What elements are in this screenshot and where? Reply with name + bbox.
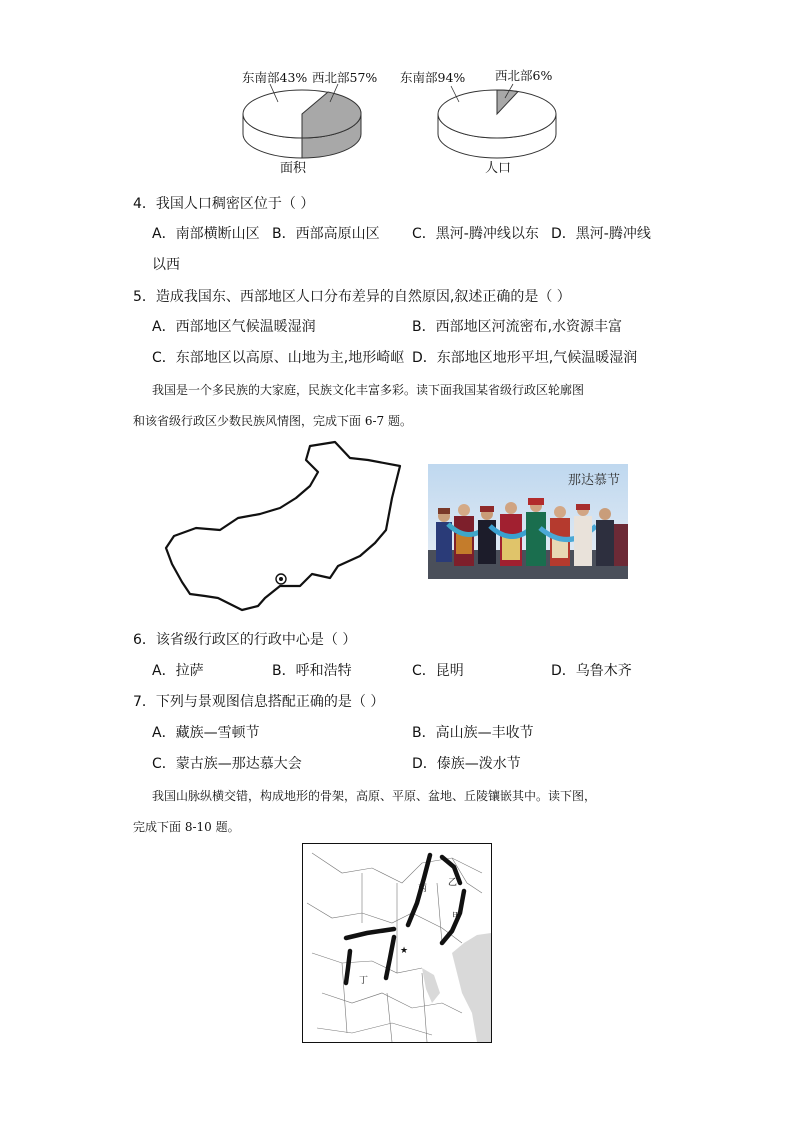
intro1-line2: 和该省级行政区少数民族风情图，完成下面 6-7 题。 bbox=[133, 414, 412, 428]
beijing-star-icon: ★ bbox=[400, 946, 409, 956]
q7-stem: 7．下列与景观图信息搭配正确的是（ ） bbox=[133, 694, 385, 710]
intro2-line1: 我国山脉纵横交错，构成地形的骨架，高原、平原、盆地、丘陵镶嵌其中。读下图， bbox=[152, 789, 597, 803]
q6-option-d: D．乌鲁木齐 bbox=[551, 663, 632, 679]
q5-option-b: B．西部地区河流密布,水资源丰富 bbox=[412, 319, 623, 335]
q4-option-d-wrap: 以西 bbox=[152, 257, 180, 273]
q7-option-c: C．蒙古族—那达慕大会 bbox=[152, 756, 302, 772]
photo-caption: 那达慕节 bbox=[567, 473, 620, 488]
q4-option-d: D．黑河-腾冲线 bbox=[551, 226, 651, 242]
province-outline-map bbox=[160, 438, 410, 618]
q4-option-b: B．西部高原山区 bbox=[272, 226, 380, 242]
pie2-caption: 人口 bbox=[485, 161, 512, 176]
mountain-ranges-map bbox=[302, 843, 492, 1043]
q5-option-d: D．东部地区地形平坦,气候温暖湿润 bbox=[412, 350, 638, 366]
naadam-festival-photo bbox=[428, 464, 628, 579]
intro2-line2: 完成下面 8-10 题。 bbox=[133, 820, 240, 834]
q4-option-a: A．南部横断山区 bbox=[152, 226, 260, 242]
q5-stem: 5．造成我国东、西部地区人口分布差异的自然原因,叙述正确的是（ ） bbox=[133, 289, 571, 305]
intro1-line1: 我国是一个多民族的大家庭，民族文化丰富多彩。读下面我国某省级行政区轮廓图 bbox=[152, 383, 585, 397]
q7-option-a: A．藏族—雪顿节 bbox=[152, 725, 260, 741]
pie1-label-southeast: 东南部43% bbox=[242, 70, 308, 85]
q4-stem: 4．我国人口稠密区位于（ ） bbox=[133, 196, 315, 212]
map-label-ding: 丁 bbox=[359, 976, 369, 986]
q5-option-c: C．东部地区以高原、山地为主,地形崎岖 bbox=[152, 350, 405, 366]
q6-stem: 6．该省级行政区的行政中心是（ ） bbox=[133, 632, 357, 648]
q6-option-b: B．呼和浩特 bbox=[272, 663, 352, 679]
pie2-label-northwest: 西北部6% bbox=[495, 68, 553, 83]
q6-option-a: A．拉萨 bbox=[152, 663, 204, 679]
q4-option-c: C．黑河-腾冲线以东 bbox=[412, 226, 539, 242]
q5-option-a: A．西部地区气候温暖湿润 bbox=[152, 319, 316, 335]
q7-option-b: B．高山族—丰收节 bbox=[412, 725, 534, 741]
q6-option-c: C．昆明 bbox=[412, 663, 464, 679]
pie2-label-southeast: 东南部94% bbox=[400, 70, 466, 85]
map-label-yi: 乙 bbox=[448, 878, 458, 888]
map-label-bing: 丙 bbox=[418, 884, 428, 894]
map-label-jia: 甲 bbox=[452, 912, 462, 922]
q7-option-d: D．傣族—泼水节 bbox=[412, 756, 521, 772]
pie1-caption: 面积 bbox=[280, 161, 307, 176]
province-outline bbox=[166, 442, 400, 610]
area-pie-chart bbox=[230, 62, 380, 177]
pie1-label-northwest: 西北部57% bbox=[312, 70, 378, 85]
population-pie-chart bbox=[400, 62, 575, 177]
